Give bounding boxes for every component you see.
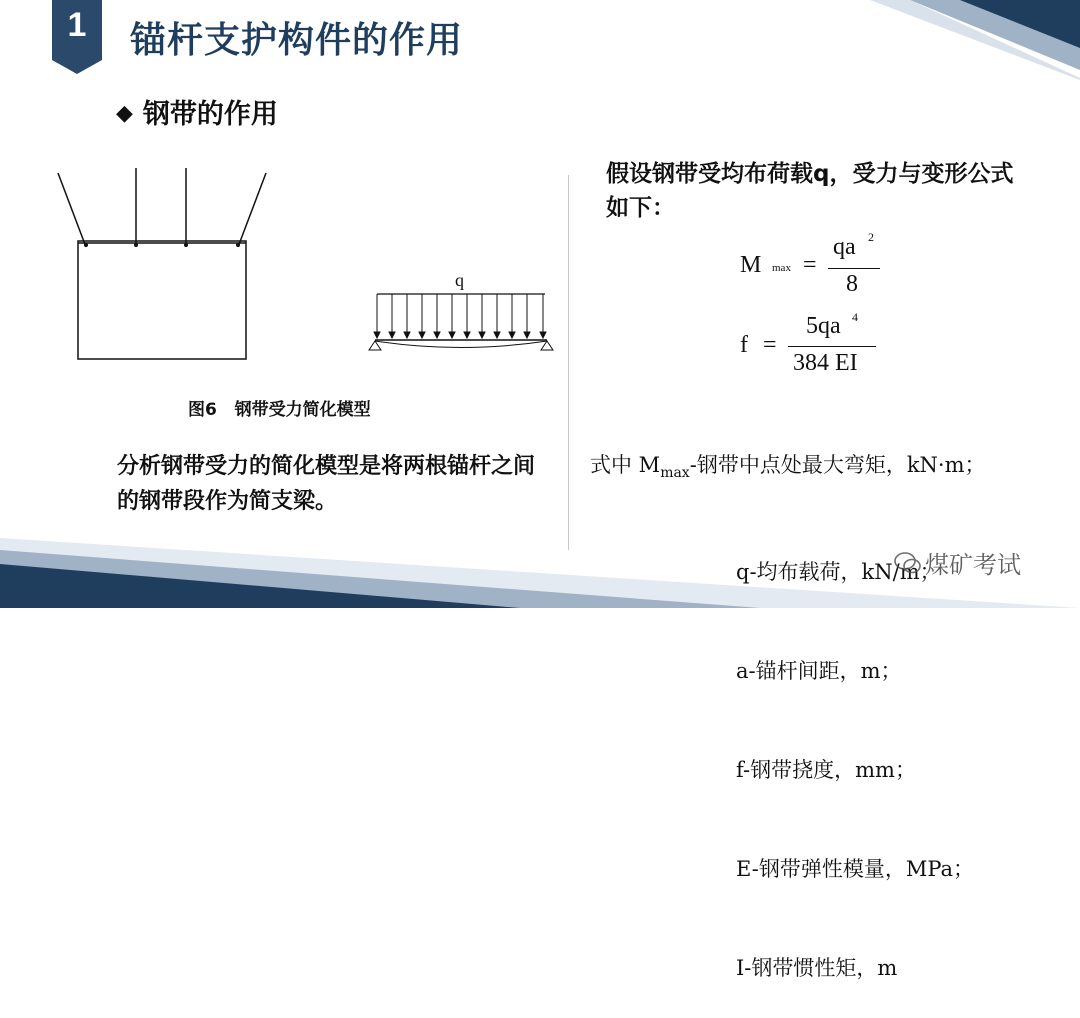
section-number-badge [52, 0, 114, 74]
deflection-symbol: f [740, 332, 748, 358]
moment-numerator-exponent: 2 [868, 230, 874, 244]
definition-row [590, 449, 986, 490]
deflection-denominator: 384 EI [793, 350, 858, 376]
definition-row: f-钢带挠度，mm； [736, 758, 916, 783]
moment-fraction-bar [828, 268, 880, 269]
load-label: q [455, 270, 464, 290]
corner-stripes-top-right [850, 0, 1080, 80]
moment-subscript: max [772, 262, 791, 274]
section-heading-text: 钢带的作用 [142, 99, 278, 130]
moment-numerator: qa [833, 234, 856, 260]
moment-equals: = [803, 252, 817, 278]
assumption-paragraph: 假设钢带受均布荷载q，受力与变形公式如下： [606, 161, 1014, 221]
simple-beam-diagram [365, 268, 560, 360]
figure-caption: 图6 钢带受力简化模型 [188, 400, 371, 420]
deflection-fraction-bar [788, 346, 876, 347]
anchor-strap-diagram [50, 165, 280, 365]
definition-row: q-均布载荷，kN/m； [736, 560, 941, 585]
watermark [893, 545, 1021, 581]
moment-symbol: M [740, 252, 762, 278]
analysis-paragraph: 分析钢带受力的简化模型是将两根锚杆之间的钢带段作为简支梁。 [117, 454, 536, 514]
definition-lead-subscript: max [660, 465, 690, 482]
slide-title: 锚杆支护构件的作用 [130, 20, 464, 61]
deflection-numerator: 5qa [806, 313, 841, 339]
moment-denominator: 8 [846, 271, 858, 297]
definition-row: E-钢带弹性模量，MPa； [736, 857, 975, 882]
definition-row: a-锚杆间距，m； [736, 659, 902, 684]
deflection-equals: = [763, 332, 777, 358]
deflection-numerator-exponent: 4 [852, 310, 858, 324]
wechat-icon [893, 551, 923, 581]
definition-lead: 式中 M [590, 453, 661, 477]
column-divider [568, 175, 569, 550]
symbol-definitions [590, 383, 986, 1018]
diamond-bullet-icon: ◆ [116, 101, 133, 126]
definition-row: I-钢带惯性矩，m [736, 956, 898, 981]
watermark-text: 煤矿考试 [925, 551, 1021, 579]
section-heading [116, 92, 278, 131]
section-number: 1 [67, 6, 87, 44]
definition-first-rest: -钢带中点处最大弯矩，kN·m； [689, 453, 986, 477]
